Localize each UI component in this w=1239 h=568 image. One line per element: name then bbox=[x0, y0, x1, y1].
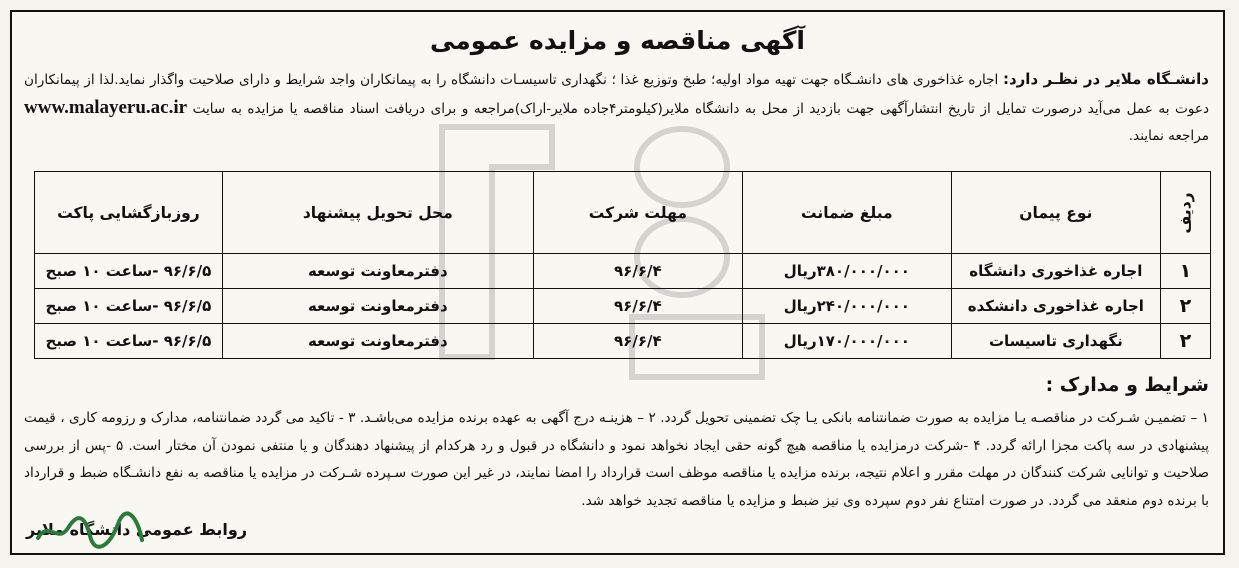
row-deadline: ۹۶/۶/۴ bbox=[533, 289, 742, 324]
row-location: دفترمعاونت توسعه bbox=[222, 289, 533, 324]
row-deadline: ۹۶/۶/۴ bbox=[533, 324, 742, 359]
row-deadline: ۹۶/۶/۴ bbox=[533, 254, 742, 289]
header-index: ردیف bbox=[1160, 172, 1210, 254]
table-row bbox=[35, 324, 1211, 359]
header-contract-type: نوع پیمان bbox=[951, 172, 1160, 254]
conditions-paragraph: ۱ – تضمیـن شـرکت در مناقصـه یـا مزایده به صورت ضمانتنامه بانکی یـا چک تضمینی تحویل گردد. ۲ – هزینـه درج آگهی به عهده برنده مزایده می‌باشـد. ۳ - تاکید می گردد ضمانتنامه، مدارک و رزومه کاری ، قیمت پیشنهادی در سه پاکت مجزا ارائه گردد. ۴ -شرکت درمزایده یا مناقصه هیچ گونه حقی ایجاد نخواهد نمود و دانشگاه در قبول و رد هرکدام از پیشنهاد دهندگان و یا منتفی نمودن آن مختار است. ۵ -پس از بررسی صلاحیت و توانایی شرکت کنندگان در مهلت مقرر و اعلام نتیجه، برنده مزایده یا مناقصه موظف است قرارداد را امضا نمایند، در غیر این صورت سـپرده شـرکت در مزایده یا مناقصه به نفع دانشـگاه ضبط و قرارداد با برنده دوم منعقد می گردد. در صورت امتناع نفر دوم سپرده وی نیز ضبط و مزایده یا مناقصه تجدید خواهد شد. bbox=[24, 410, 1209, 509]
intro-paragraph bbox=[24, 66, 1209, 150]
row-location: دفترمعاونت توسعه bbox=[222, 254, 533, 289]
header-location: محل تحویل پیشنهاد bbox=[222, 172, 533, 254]
row-location: دفترمعاونت توسعه bbox=[222, 324, 533, 359]
notice-frame bbox=[10, 10, 1225, 555]
row-guarantee: ۱۷۰/۰۰۰/۰۰۰ریال bbox=[742, 324, 951, 359]
header-deadline: مهلت شرکت bbox=[533, 172, 742, 254]
row-guarantee: ۳۸۰/۰۰۰/۰۰۰ریال bbox=[742, 254, 951, 289]
conditions-title: شرایط و مدارک : bbox=[1045, 374, 1209, 396]
table-row bbox=[35, 254, 1211, 289]
row-guarantee: ۲۴۰/۰۰۰/۰۰۰ریال bbox=[742, 289, 951, 324]
row-opening: ۹۶/۶/۵ -ساعت ۱۰ صبح bbox=[35, 254, 223, 289]
header-opening: روزبازگشایی پاکت bbox=[35, 172, 223, 254]
table-row bbox=[35, 289, 1211, 324]
header-guarantee: مبلغ ضمانت bbox=[742, 172, 951, 254]
signature: روابط عمومی دانشگاه ملایر bbox=[26, 520, 248, 539]
row-opening: ۹۶/۶/۵ -ساعت ۱۰ صبح bbox=[35, 289, 223, 324]
row-index: ۲ bbox=[1160, 324, 1210, 359]
row-index: ۱ bbox=[1160, 254, 1210, 289]
handwritten-stamp-icon bbox=[30, 510, 150, 550]
website-link[interactable]: www.malayeru.ac.ir bbox=[24, 97, 188, 118]
row-type: اجاره غذاخوری دانشکده bbox=[951, 289, 1160, 324]
intro-lead: دانشـگاه ملایر در نظـر دارد: bbox=[1002, 70, 1209, 88]
intro-text: اجاره غذاخوری های دانشـگاه جهت تهیه مواد اولیه؛ طبخ وتوزیع غذا ؛ نگهداری تاسیسـات دانشگاه را به پیمانکاران واجد شرایط و دارای صلاحیت واگذار نماید.لذا از پیمانکاران دعوت به عمل می‌آید درصورت تمایل از تاریخ انتشارآگهی جهت بازدید از محل به دانشگاه ملایر(کیلومتر۴جاده ملایر-اراک)مراجعه و برای دریافت اسناد مناقصه یا مزایده به سایت bbox=[24, 72, 1210, 117]
row-type: اجاره غذاخوری دانشگاه bbox=[951, 254, 1160, 289]
tender-table bbox=[34, 171, 1211, 359]
row-opening: ۹۶/۶/۵ -ساعت ۱۰ صبح bbox=[35, 324, 223, 359]
row-index: ۲ bbox=[1160, 289, 1210, 324]
intro-tail: مراجعه نمایند. bbox=[1128, 128, 1209, 144]
table-header-row bbox=[35, 172, 1211, 254]
notice-title: آگهی مناقصه و مزایده عمومی bbox=[430, 26, 805, 55]
row-type: نگهداری تاسیسات bbox=[951, 324, 1160, 359]
